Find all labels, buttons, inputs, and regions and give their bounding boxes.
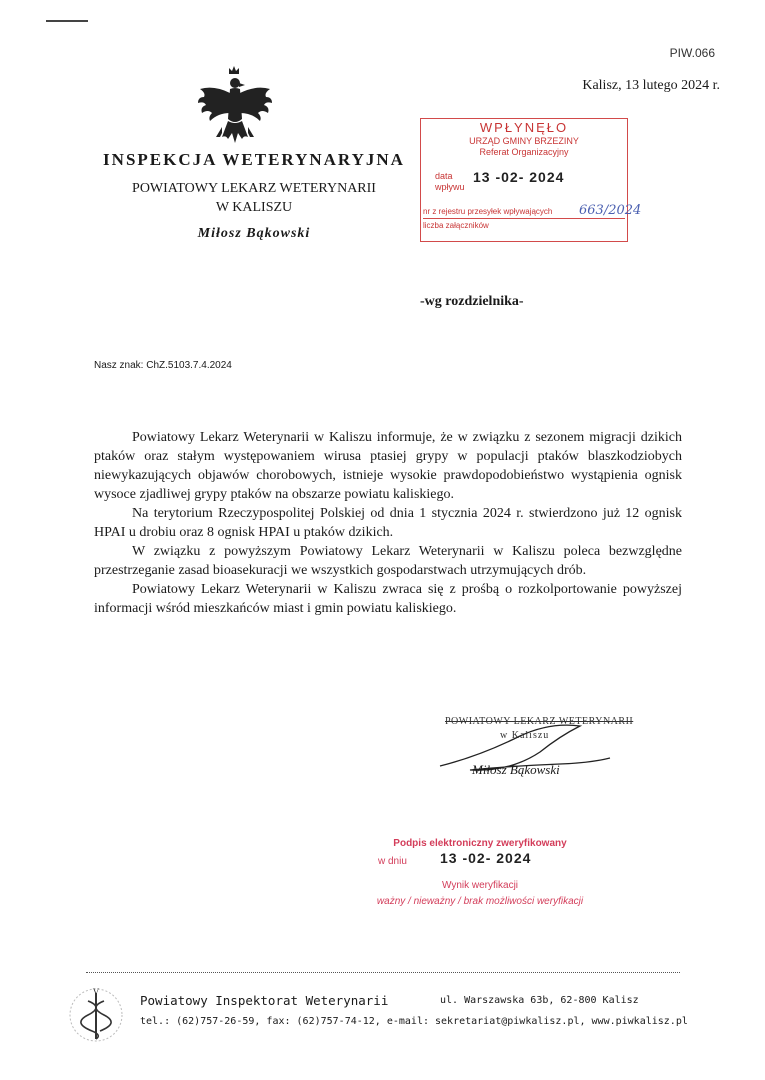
letter-body — [94, 428, 682, 618]
footer-divider — [86, 972, 680, 973]
veterinary-caduceus-logo-icon — [64, 983, 128, 1047]
receipt-stamp-office: URZĄD GMINY BRZEZINY — [469, 136, 579, 146]
recipient: -wg rozdzielnika- — [420, 294, 524, 309]
footer-org-name: Powiatowy Inspektorat Weterynarii — [140, 993, 389, 1008]
document-code: PIW.066 — [669, 46, 715, 60]
institution-title: INSPEKCJA WETERYNARYJNA — [103, 150, 405, 169]
verification-title: Podpis elektroniczny zweryfikowany — [393, 838, 567, 849]
signature-stamp-title: POWIATOWY LEKARZ WETERYNARII — [445, 716, 634, 727]
receipt-stamp — [420, 118, 642, 242]
receipt-stamp-date: 13 -02- 2024 — [473, 169, 565, 185]
verification-date: 13 -02- 2024 — [440, 850, 532, 866]
body-paragraph: Powiatowy Lekarz Weterynarii w Kaliszu informuje, że w związku z sezonem migracji dzikich ptaków oraz stałym występowaniem wirusa ptasiej grypy w populacji ptaków blaszkodziobych niewykazujących objawów chorobowych, istnieje wysokie prawdopodobieństwo wystąpienia ognisk wysoce zjadliwej grypy ptaków na obszarze powiatu kaliskiego. — [94, 430, 682, 502]
receipt-stamp-date-label2: wpływu — [435, 182, 465, 192]
receipt-stamp-department: Referat Organizacyjny — [479, 147, 569, 157]
verification-result-label: Wynik weryfikacji — [441, 880, 519, 891]
eagle-emblem-icon — [196, 65, 274, 153]
svg-text:V: V — [92, 987, 100, 997]
body-paragraph: Na terytorium Rzeczypospolitej Polskiej od dnia 1 stycznia 2024 r. stwierdzono już 12 ognisk HPAI u drobiu oraz 8 ognisk HPAI u ptaków dzikich. — [94, 506, 682, 540]
receipt-stamp-register-label: nr z rejestru przesyłek wpływających — [423, 207, 553, 216]
receipt-stamp-divider — [423, 218, 625, 219]
sender-name: Miłosz Bąkowski — [197, 226, 311, 241]
receipt-stamp-date-label: data — [435, 171, 453, 181]
reference-number: Nasz znak: ChZ.5103.7.4.2024 — [94, 360, 232, 371]
date-line: Kalisz, 13 lutego 2024 r. — [582, 78, 720, 93]
institution-city: W KALISZU — [215, 200, 293, 215]
receipt-stamp-register-value: 663/2024 — [579, 203, 642, 218]
receipt-stamp-title: WPŁYNĘŁO — [479, 120, 569, 135]
body-paragraph: W związku z powyższym Powiatowy Lekarz Weterynarii w Kaliszu poleca bezwzględne przestrzeganie zasad bioasekuracji we wszystkich gospodarstwach utrzymujących drób. — [94, 544, 682, 578]
institution-subtitle: POWIATOWY LEKARZ WETERYNARII — [132, 181, 376, 196]
footer-contact: tel.: (62)757-26-59, fax: (62)757-74-12, e-mail: sekretariat@piwkalisz.pl, www.piwkalisz.pl — [140, 1016, 688, 1027]
footer-address: ul. Warszawska 63b, 62-800 Kalisz — [440, 995, 639, 1006]
verification-date-label: w dniu — [378, 856, 407, 867]
verification-options: ważny / nieważny / brak możliwości weryfikacji — [376, 896, 584, 907]
signature-name: Miłosz Bąkowski — [472, 762, 560, 777]
body-paragraph: Powiatowy Lekarz Weterynarii w Kaliszu zwraca się z prośbą o rozkolportowanie powyższej informacji wśród mieszkańców miast i gmin powiatu kaliskiego. — [94, 582, 682, 616]
corner-mark — [46, 20, 88, 22]
signature-stamp-city: w Kaliszu — [500, 730, 550, 741]
receipt-stamp-attachments-label: liczba załączników — [423, 221, 489, 230]
